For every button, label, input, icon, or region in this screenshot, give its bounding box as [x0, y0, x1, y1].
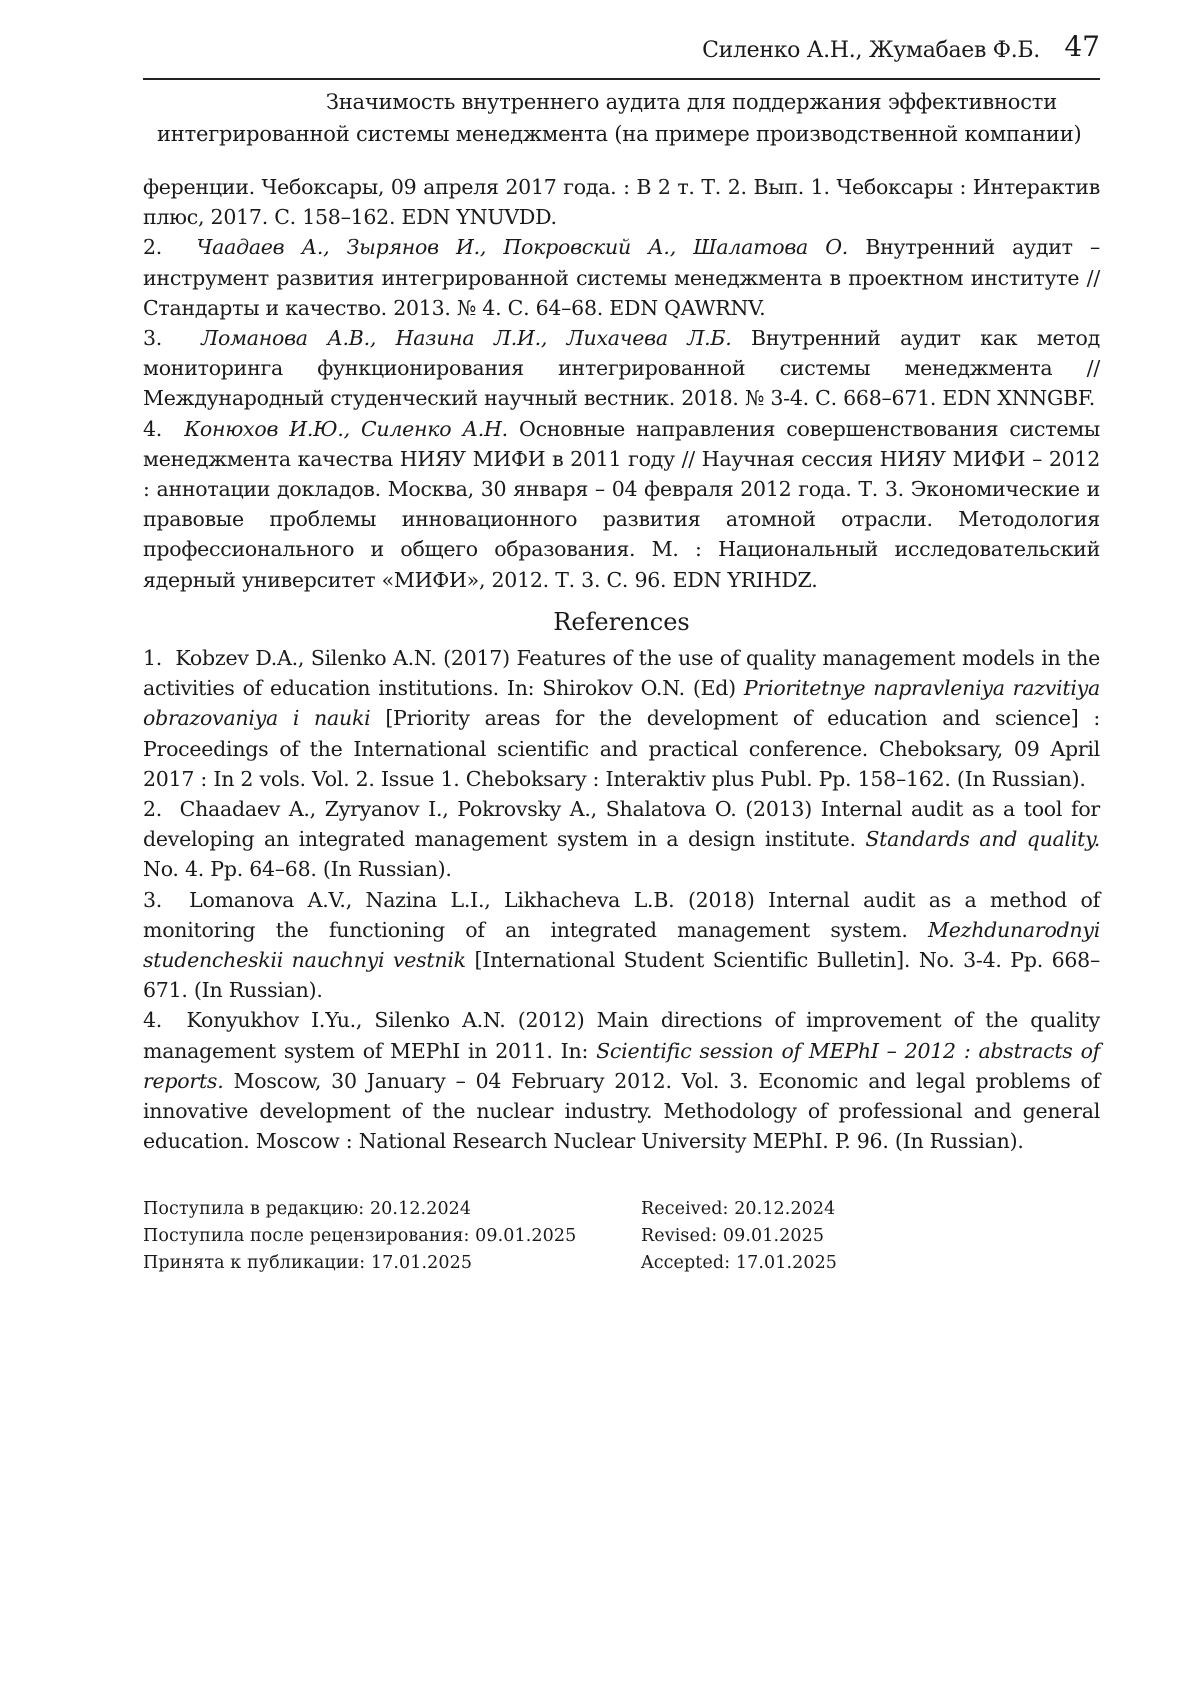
- ref-number: 2.: [143, 235, 163, 260]
- references-heading: References: [553, 607, 690, 636]
- page-number: 47: [1064, 30, 1100, 63]
- reference-body: [143, 172, 1100, 1157]
- ref-text: Kobzev D.A., Silenko A.N. (2017) Features of the use of quality management models in the activities of education institutions. In: Shirokov O.N. (Ed): [143, 646, 1100, 701]
- en-reference-item: [143, 1005, 1100, 1156]
- article-history-ru: [143, 1196, 576, 1277]
- ref-text: Внутренний аудит как метод мониторинга функционирования интегрированной системы менеджмента // Международный студенческий научный вестник. 2018. № 3-4. С. 668–671. EDN XNNGBF.: [143, 326, 1100, 411]
- ref-source-title: Standards and quality.: [865, 827, 1100, 852]
- ref-number: 4.: [143, 1008, 163, 1033]
- ref-text: Konyukhov I.Yu., Silenko A.N. (2012) Main directions of improvement of the quality management system of MEPhI in 2011. In:: [143, 1008, 1100, 1063]
- ref-number: 4.: [143, 416, 163, 441]
- ref-authors: Конюхов И.Ю., Силенко А.Н.: [184, 416, 508, 441]
- ru-reference-item: [143, 414, 1100, 595]
- running-authors: Силенко А.Н., Жумабаев Ф.Б.: [702, 38, 1040, 63]
- accepted-date-en: Accepted: 17.01.2025: [641, 1253, 838, 1273]
- ref-text: No. 4. Pp. 64–68. (In Russian).: [143, 857, 452, 882]
- ref-number: 3.: [143, 326, 163, 351]
- ref-source-title: Scientific session of MEPhI – 2012 : abstracts of reports.: [143, 1038, 1100, 1093]
- revised-date-ru: Поступила после рецензирования: 09.01.2025: [143, 1226, 577, 1246]
- en-reference-item: [143, 794, 1100, 885]
- ref-text: Moscow, 30 January – 04 February 2012. Vol. 3. Economic and legal problems of innovative development of the nuclear industry. Methodology of professional and general education. Moscow : National Research Nuclear University MEPhI. P. 96. (In Russian).: [143, 1068, 1100, 1154]
- ref-authors: Чаадаев А., Зырянов И., Покровский А., Шалатова О.: [196, 235, 849, 260]
- ref-number: 3.: [143, 887, 163, 912]
- running-title-line-1: Значимость внутреннего аудита для поддержания эффективности: [325, 90, 1057, 114]
- ref-authors: Ломанова А.В., Назина Л.И., Лихачева Л.Б.: [201, 326, 732, 351]
- ref-text: Внутренний аудит – инструмент развития интегрированной системы менеджмента в проектном институте // Стандарты и качество. 2013. № 4. С. 64–68. EDN QAWRNV.: [143, 235, 1100, 320]
- ru-reference-item: [143, 232, 1100, 323]
- ref-text: Lomanova A.V., Nazina L.I., Likhacheva L.B. (2018) Internal audit as a method of monitoring the functioning of an integrated management system.: [143, 887, 1100, 942]
- ru-reference-item: [143, 323, 1100, 414]
- ref-source-title: Prioritetnye napravleniya razvitiya obrazovaniya i nauki: [143, 676, 1100, 731]
- ref-text: Chaadaev A., Zyryanov I., Pokrovsky A., Shalatova O. (2013) Internal audit as a tool for developing an integrated management system in a design institute.: [143, 797, 1100, 852]
- running-title-line-2: интегрированной системы менеджмента (на примере производственной компании): [157, 122, 1082, 146]
- ru-ref-1-tail: ференции. Чебоксары, 09 апреля 2017 года. : В 2 т. Т. 2. Вып. 1. Чебоксары : Интерактив плюс, 2017. С. 158–162. EDN YNUVDD.: [143, 175, 1100, 230]
- ref-text: Основные направления совершенствования системы менеджмента качества НИЯУ МИФИ в 2011 году // Научная сессия НИЯУ МИФИ – 2012 : аннотации докладов. Москва, 30 января – 04 февраля 2012 года. Т. 3. Экономические и правовые проблемы инновационного развития атомной отрасли. Методология профессионального и общего образования. М. : Национальный исследовательский ядерный университет «МИФИ», 2012. Т. 3. С. 96. EDN YRIHDZ.: [143, 416, 1100, 592]
- ref-number: 2.: [143, 797, 163, 822]
- en-reference-item: [143, 885, 1100, 1006]
- page-header: [143, 28, 1100, 80]
- received-date-ru: Поступила в редакцию: 20.12.2024: [143, 1199, 472, 1219]
- accepted-date-ru: Принята к публикации: 17.01.2025: [143, 1253, 473, 1273]
- en-reference-item: [143, 643, 1100, 794]
- ref-text: [Priority areas for the development of education and science] : Proceedings of the International scientific and practical conference. Cheboksary, 09 April 2017 : In 2 vols. Vol. 2. Issue 1. Cheboksary : Interaktiv plus Publ. Pp. 158–162. (In Russian).: [143, 706, 1100, 791]
- received-date-en: Received: 20.12.2024: [641, 1199, 836, 1219]
- ref-number: 1.: [143, 646, 163, 671]
- ref-text: [International Student Scientific Bulletin]. No. 3-4. Pp. 668–671. (In Russian).: [143, 948, 1100, 1003]
- running-title: [157, 86, 1082, 150]
- ru-reference-continuation: [143, 172, 1100, 232]
- ref-source-title: Mezhdunarodnyi studencheskii nauchnyi vestnik: [143, 917, 1100, 973]
- article-history-en: [641, 1196, 837, 1277]
- revised-date-en: Revised: 09.01.2025: [641, 1226, 825, 1246]
